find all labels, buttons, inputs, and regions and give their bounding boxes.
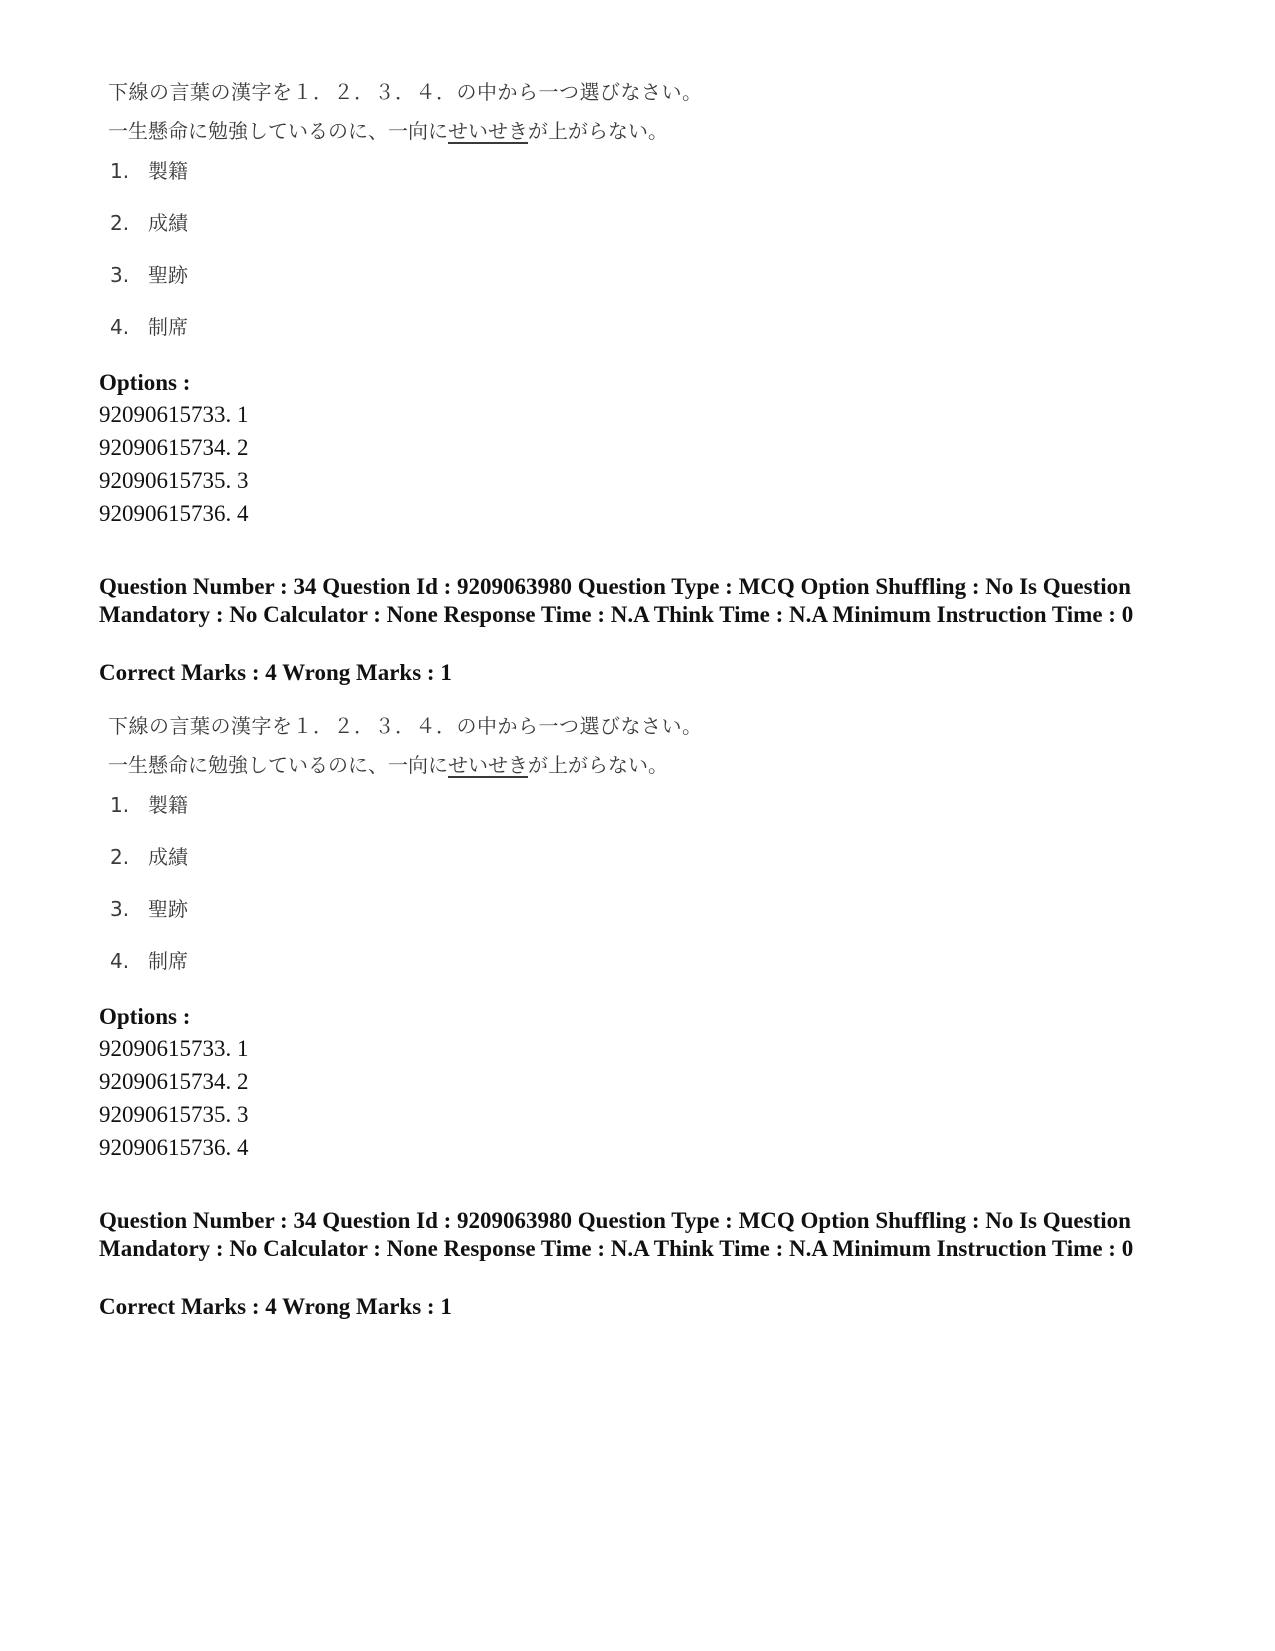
choice-3: 3. 聖跡 (110, 897, 188, 921)
choice-4: 4. 制席 (110, 315, 188, 339)
choice-1: 1. 製籍 (110, 793, 188, 817)
question-meta: Question Number : 34 Question Id : 9209063980 Question Type : MCQ Option Shuffling : No Is Question Mandatory : No Calculator : None Response Time : N.A Think Time : N.A Minimum Instruction Time : 0 (99, 574, 1134, 627)
question-marks: Correct Marks : 4 Wrong Marks : 1 (99, 1294, 452, 1319)
option-item: 92090615734. 2 (99, 435, 249, 460)
choice-2: 2. 成績 (110, 211, 188, 235)
question-sentence: 一生懸命に勉強しているのに、一向にせいせきが上がらない。 (108, 753, 668, 777)
options-label: Options : (99, 1004, 191, 1029)
option-item: 92090615736. 4 (99, 501, 249, 526)
question-meta: Question Number : 34 Question Id : 9209063980 Question Type : MCQ Option Shuffling : No Is Question Mandatory : No Calculator : None Response Time : N.A Think Time : N.A Minimum Instruction Time : 0 (99, 1208, 1134, 1261)
option-item: 92090615734. 2 (99, 1069, 249, 1094)
question-instruction: 下線の言葉の漢字を１．２．３．４．の中から一つ選びなさい。 (108, 714, 703, 738)
choice-4: 4. 制席 (110, 949, 188, 973)
underlined-word: せいせき (448, 119, 528, 143)
choice-2: 2. 成績 (110, 845, 188, 869)
choice-1: 1. 製籍 (110, 159, 188, 183)
underlined-word: せいせき (448, 753, 528, 777)
question-sentence: 一生懸命に勉強しているのに、一向にせいせきが上がらない。 (108, 119, 668, 143)
option-item: 92090615733. 1 (99, 402, 249, 427)
question-marks: Correct Marks : 4 Wrong Marks : 1 (99, 660, 452, 685)
option-item: 92090615735. 3 (99, 1102, 249, 1127)
options-label: Options : (99, 370, 191, 395)
question-instruction: 下線の言葉の漢字を１．２．３．４．の中から一つ選びなさい。 (108, 80, 703, 104)
question-image (98, 68, 738, 348)
choice-3: 3. 聖跡 (110, 263, 188, 287)
option-item: 92090615735. 3 (99, 468, 249, 493)
question-image (98, 702, 738, 982)
option-item: 92090615736. 4 (99, 1135, 249, 1160)
option-item: 92090615733. 1 (99, 1036, 249, 1061)
